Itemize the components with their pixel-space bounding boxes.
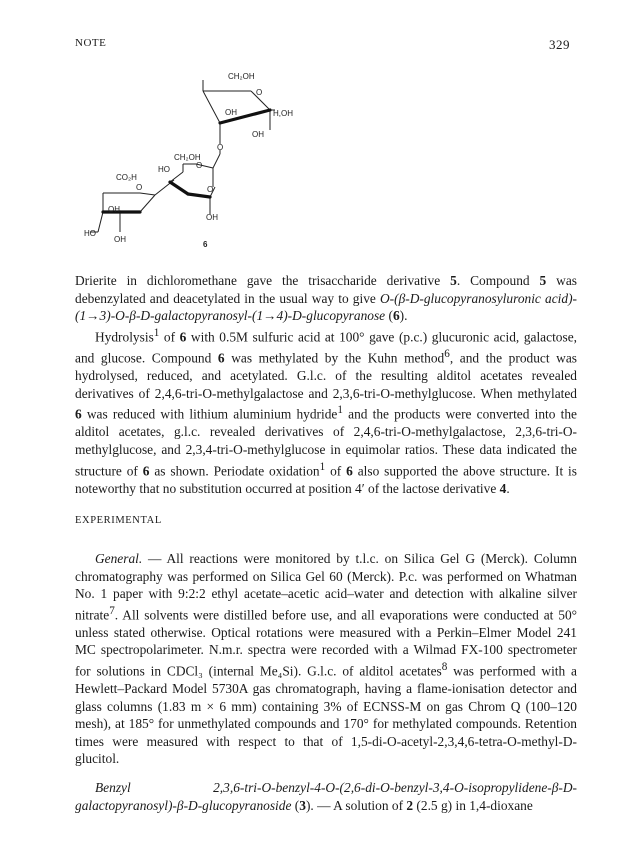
- paragraph-hydrolysis: Hydrolysis$^1$ of 6 with 0.5M sulfuric acid at 100° gave (p.c.) glucuronic acid, galactose, and glucose. Compound 6 was methylated by the Kuhn method$^6$, and the product was hydrolysed, reduced, and acetylated. G.l.c. of the resulting alditol acetates revealed derivatives of 2,4,6-tri-O-methylgalactose and 2,3,6-tri-O-methylglucose. When methylated 6 was reduced with lithium aluminium hydride$^1$ and the products were converted into the alditol acetates, g.l.c. revealed derivatives of 2,4,6-tri-O-methylgalactose, 2,3,6-tri-O-methylglucose, and 2,3,4-tri-O-methylglucose in equimolar ratios. These data indicated the structure of 6 as shown. Periodate oxidation$^1$ of 6 also supported the above structure. It is noteworthy that no substitution occurred at position 4′ of the lactose derivative 4.: [75, 327, 577, 496]
- svg-text:OH: OH: [225, 108, 237, 117]
- svg-text:OH: OH: [108, 205, 120, 214]
- svg-text:CH₂OH: CH₂OH: [174, 153, 201, 162]
- paragraph-compound-3-preparation: Benzyl 2,3,6-tri-O-benzyl-4-O-(2,6-di-O-benzyl-3,4-O-isopropylidene-β-D-galactopyranosyl)-β-D-glucopyranoside (3). — A solution of 2 (2.5 g) in 1,4-dioxane: [75, 780, 577, 813]
- svg-text:H,OH: H,OH: [273, 109, 293, 118]
- running-header: NOTE: [75, 37, 107, 49]
- svg-text:HO: HO: [158, 165, 170, 174]
- paragraph-result: Drierite in dichloromethane gave the trisaccharide derivative 5. Compound 5 was debenzylated and deacetylated in the usual way to give O-(β-D-glucopyranosyluronic acid)-(1→3)-O-β-D-galactopyranosyl-(1→4)-D-glucopyranose (6).: [75, 273, 578, 324]
- svg-text:O: O: [196, 161, 203, 170]
- svg-text:OH: OH: [252, 130, 264, 139]
- svg-text:O: O: [136, 183, 143, 192]
- compound-label: 6: [203, 240, 208, 249]
- paragraph-general-methods: General. — All reactions were monitored by t.l.c. on Silica Gel G (Merck). Column chromatography was performed on Silica Gel 60 (Merck). P.c. was performed on Whatman No. 1 paper with 9:2:2 ethyl acetate–acetic acid–water and detection with alkaline silver nitrate$^7$. All solvents were distilled before use, and all evaporations were conducted at 50° unless stated otherwise. Optical rotations were measured with a Perkin–Elmer Model 241 MC spectropolarimeter. N.m.r. spectra were recorded with a Wilmad FX-100 spectrometer for solutions in CDCl₃ (internal Me₄Si). G.l.c. of alditol acetates$^8$ was performed with a Hewlett–Packard Model 5730A gas chromatograph, having a flame-ionisation detector and glass columns (1.83 m × 6 mm) containing 3% of ECNSS-M on gas Chrom Q (100–120 mesh), at 185° for unmethylated compounds and 170° for methylated compounds. Retention times were measured with respect to that of 1,5-di-O-acetyl-2,3,4,6-tetra-O-methyl-D-glucitol.: [75, 551, 577, 767]
- svg-text:CO₂H: CO₂H: [116, 173, 137, 182]
- svg-text:OH: OH: [206, 213, 218, 222]
- svg-text:O: O: [217, 143, 224, 152]
- svg-text:OH: OH: [114, 235, 126, 244]
- trisaccharide-structure-diagram: [70, 62, 330, 262]
- svg-text:CH₂OH: CH₂OH: [228, 72, 255, 81]
- svg-text:O: O: [256, 88, 263, 97]
- page-number: 329: [549, 37, 570, 52]
- svg-text:HO: HO: [84, 229, 96, 238]
- svg-text:O: O: [207, 185, 214, 194]
- section-heading-experimental: EXPERIMENTAL: [75, 515, 162, 526]
